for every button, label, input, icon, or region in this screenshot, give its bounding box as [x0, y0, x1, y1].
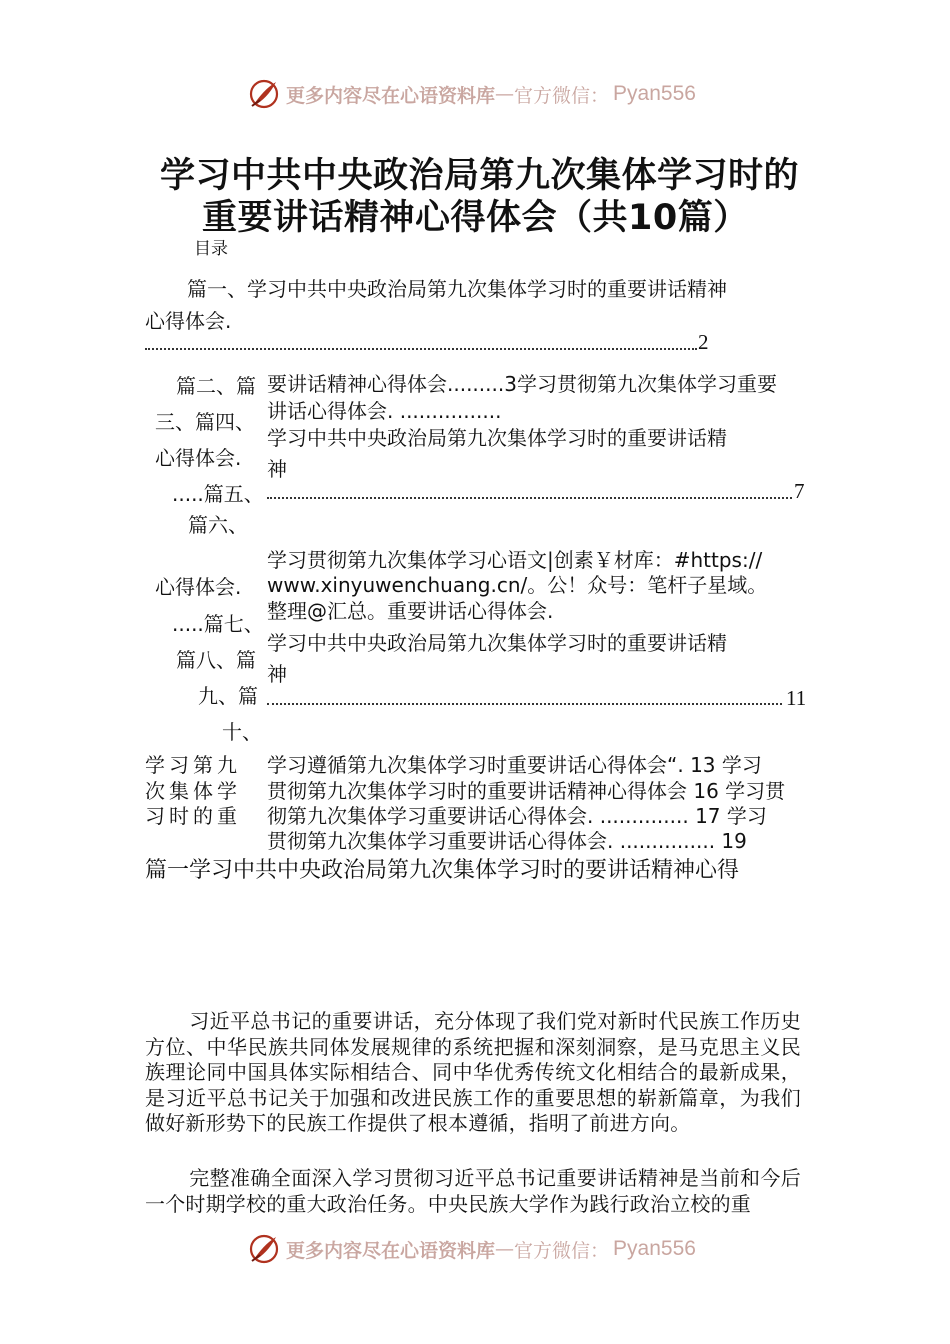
header-wechat-label: 官方微信： — [514, 84, 610, 107]
body-paragraph-1-text: 习近平总书记的重要讲话，充分体现了我们党对新时代民族工作历史方位、中华民族共同体发展规律的系统把握和深刻洞察，是马克思主义民族理论同中国具体实际相结合、同中华优秀传统文化相结合的最新成果，是习近平总书记关于加强和改进民族工作的重要思想的崭新篇章，为我们做好新形势下的民族工作提供了根本遵循，指明了前进方向。 — [145, 1009, 801, 1135]
toc-left-label: 习时的重 — [145, 804, 241, 828]
toc-left-label: 十、 — [222, 720, 262, 744]
toc-left-label: 学习第九 — [145, 753, 241, 777]
footer-library-name: 更多内容尽在心语资料库 — [286, 1239, 496, 1262]
toc-right-line: 贯彻第九次集体学习时的重要讲话精神心得体会 16 学习贯 — [267, 779, 786, 803]
toc-right-line: 神 — [267, 662, 287, 686]
toc-left-label: 九、篇 — [198, 684, 258, 708]
toc-page-number: 11 — [786, 686, 807, 710]
header-dash: — — [495, 83, 515, 105]
toc-right-line: 学习遵循第九次集体学习时重要讲话心得体会“. 13 学习 — [267, 753, 762, 777]
toc-right-line: 整理@汇总。重要讲话心得体会. — [267, 599, 554, 623]
toc-right-line: www.xinyuwenchuang.cn/。公！众号：笔杆子星域。 — [267, 573, 768, 597]
toc-left-label: 心得体会. — [155, 575, 242, 599]
toc-left-label: .....篇七、 — [172, 612, 264, 636]
footer-dash: — — [495, 1238, 515, 1260]
pen-feather-logo-icon — [248, 1233, 280, 1265]
title-line-2: 重要讲话精神心得体会（共10篇） — [202, 198, 749, 238]
toc-entry-1-line-2: 心得体会. — [145, 309, 232, 333]
toc-page-number: 7 — [794, 479, 805, 503]
toc-right-line: 贯彻第九次集体学习重要讲话心得体会. ............... 19 — [267, 829, 747, 853]
toc-right-line: 彻第九次集体学习重要讲话心得体会. .............. 17 学习 — [267, 804, 767, 828]
title-line-1: 学习中共中央政治局第九次集体学习时的 — [160, 156, 800, 196]
body-paragraph-2-text: 完整准确全面深入学习贯彻习近平总书记重要讲话精神是当前和今后一个时期学校的重大政治任务。中央民族大学作为践行政治立校的重 — [145, 1166, 801, 1216]
toc-right-line: 讲话心得体会. ................ — [267, 399, 502, 423]
toc-leader-dots — [267, 703, 782, 705]
pen-feather-logo-icon — [248, 78, 280, 110]
toc-left-label: 心得体会. — [155, 446, 242, 470]
footer-banner — [248, 1231, 696, 1267]
toc-right-line: 神 — [267, 457, 287, 481]
body-paragraph-1 — [145, 1009, 801, 1137]
toc-entry-1-line-1: 篇一、学习中共中央政治局第九次集体学习时的重要讲话精神 — [187, 277, 727, 301]
body-paragraph-2 — [145, 1166, 801, 1217]
toc-left-label: 篇八、篇 — [176, 648, 256, 672]
toc-left-label: 篇二、篇 — [176, 374, 256, 398]
toc-leader-dots — [267, 497, 792, 499]
toc-right-line: 学习中共中央政治局第九次集体学习时的重要讲话精 — [267, 426, 727, 450]
toc-left-label: 篇六、 — [188, 513, 248, 537]
header-library-name: 更多内容尽在心语资料库 — [286, 84, 496, 107]
toc-right-line: 要讲话精神心得体会.........3学习贯彻第九次集体学习重要 — [267, 372, 777, 396]
footer-wechat-label: 官方微信： — [514, 1239, 610, 1262]
footer-wechat-id: Pyan556 — [613, 1237, 696, 1260]
toc-right-line: 学习贯彻第九次集体学习心语文|创素￥材库：#https:// — [267, 548, 763, 572]
toc-page-number: 2 — [698, 330, 709, 354]
toc-heading: 目录 — [194, 239, 228, 259]
toc-leader-dots — [145, 348, 697, 350]
toc-left-label: 次集体学 — [145, 779, 241, 803]
toc-left-label: 三、篇四、 — [155, 410, 255, 434]
header-banner — [248, 76, 696, 112]
header-wechat-id: Pyan556 — [613, 82, 696, 105]
toc-right-line: 学习中共中央政治局第九次集体学习时的重要讲话精 — [267, 631, 727, 655]
section-heading: 篇一学习中共中央政治局第九次集体学习时的要讲话精神心得 — [145, 858, 740, 883]
toc-left-label: .....篇五、 — [172, 482, 264, 506]
